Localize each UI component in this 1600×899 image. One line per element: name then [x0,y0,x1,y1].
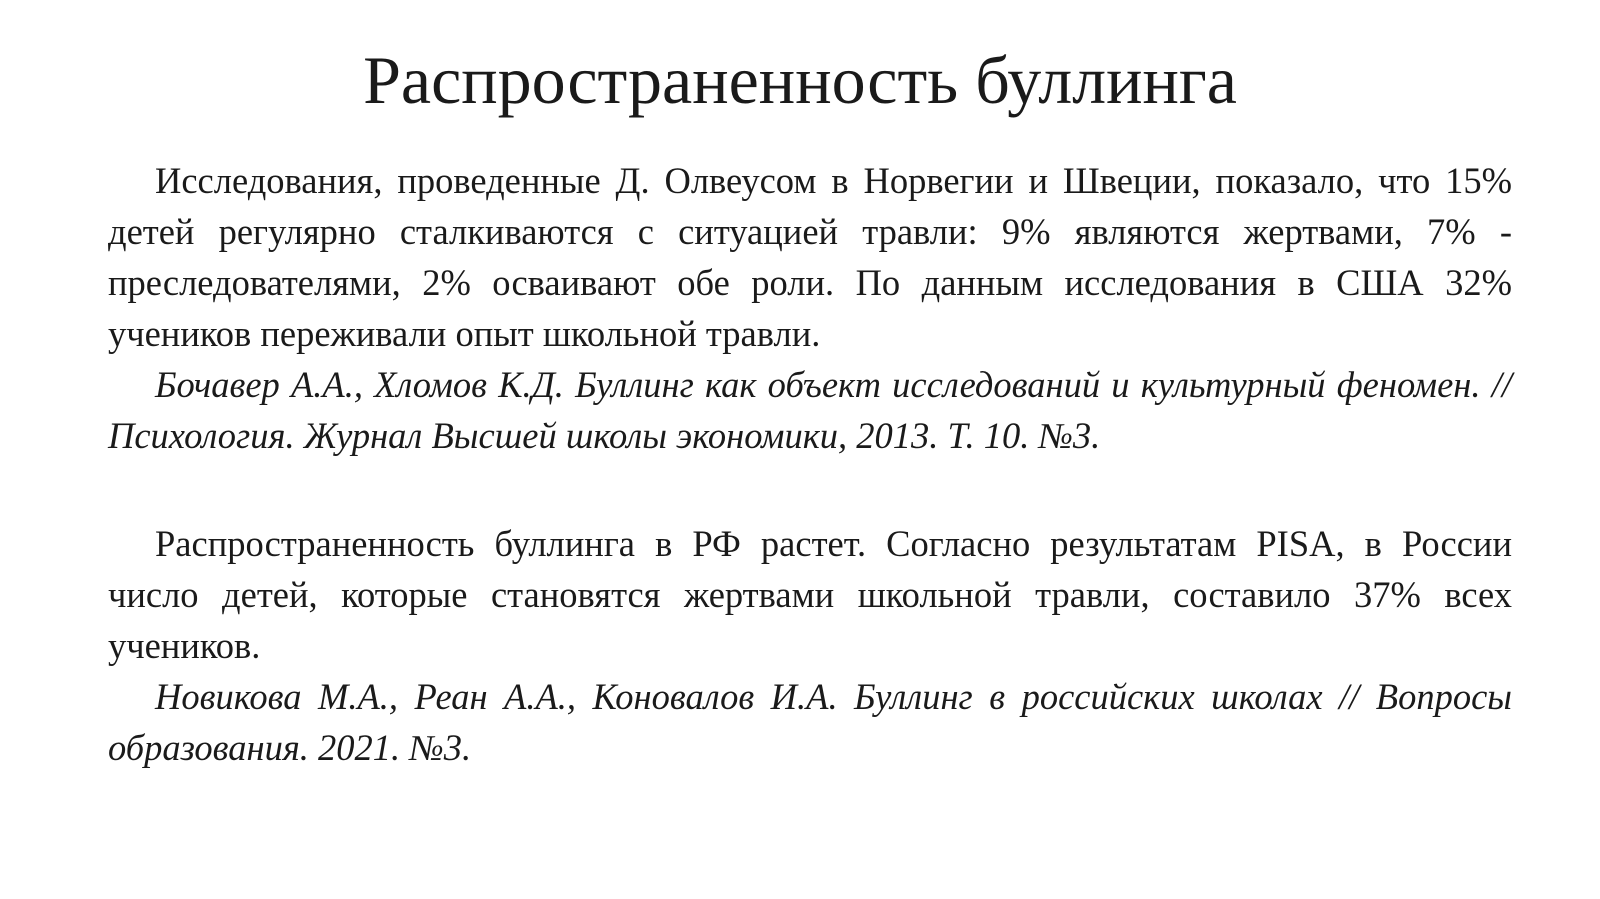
citation-bochaver: Бочавер А.А., Хломов К.Д. Буллинг как объект исследований и культурный феномен. // Психология. Журнал Высшей школы экономики, 2013. Т. 10. №3. [108,364,1512,456]
slide-title: Распространенность буллинга [363,42,1237,118]
paragraph-gap [108,461,1512,518]
citation-novikova: Новикова М.А., Реан А.А., Коновалов И.А. Буллинг в российских школах // Вопросы образования. 2021. №3. [108,676,1512,768]
paragraph-pisa-russia: Распространенность буллинга в РФ растет. Согласно результатам PISA, в России число детей, которые становятся жертвами школьной травли, составило 37% всех учеников. [108,523,1512,666]
paragraph-olweus-study: Исследования, проведенные Д. Олвеусом в Норвегии и Швеции, показало, что 15% детей регулярно сталкиваются с ситуацией травли: 9% являются жертвами, 7% - преследователями, 2% осваивают обе роли. По данным исследования в США 32% учеников переживали опыт школьной травли. [108,160,1512,354]
slide-body [108,155,1512,773]
